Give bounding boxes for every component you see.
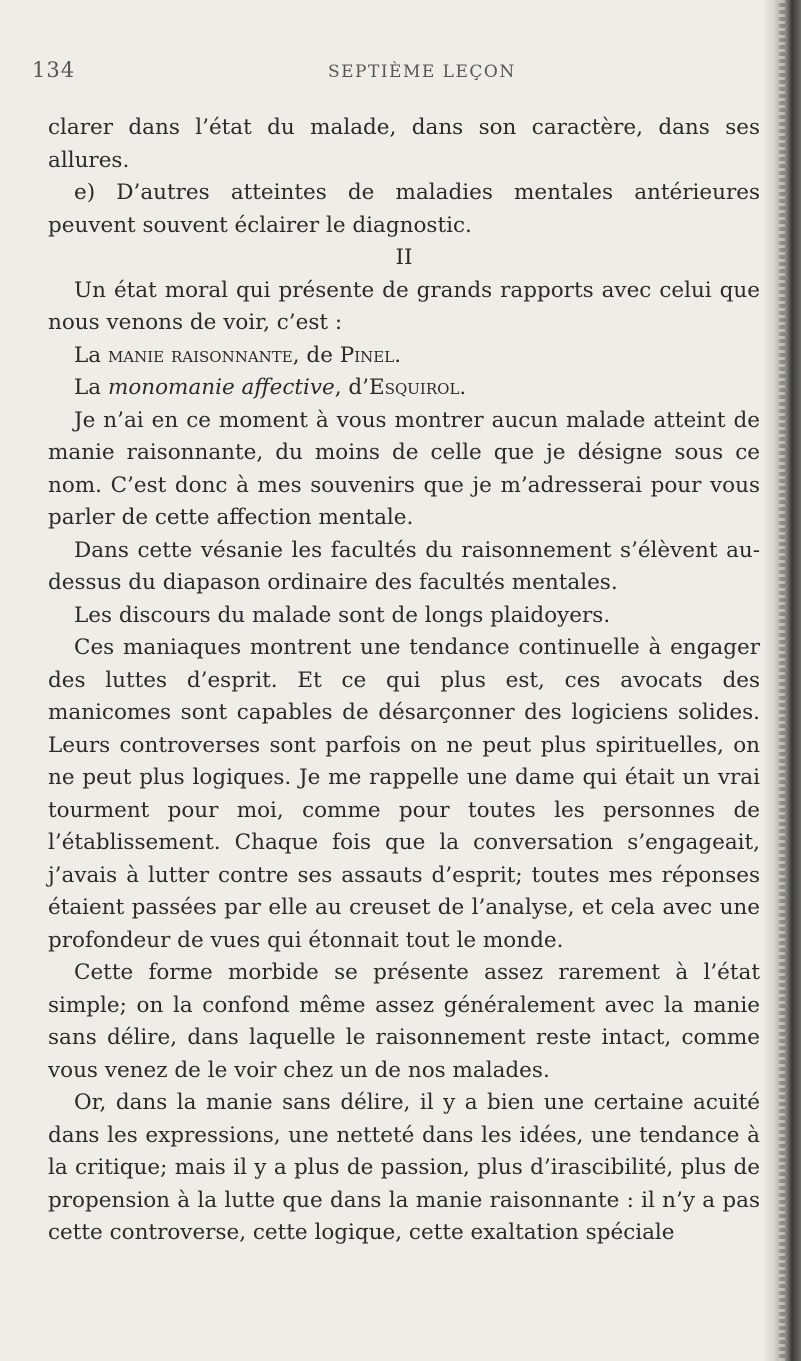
paragraph: Cette forme morbide se présente assez rarement à l’état simple; on la confond même assez généralement avec la manie sans délire, dans laquelle le raisonnement reste intact, comme vous venez de le voir chez un de nos malades.: [48, 960, 760, 1083]
paragraph: Les discours du malade sont de longs plaidoyers.: [74, 602, 611, 628]
body-text: [48, 112, 760, 1250]
list-item-pinel: La manie raisonnante, de Pinel.: [74, 342, 402, 368]
page-number: 134: [32, 58, 76, 82]
page-edge-shadow: [765, 0, 801, 1361]
paragraph-intro: Un état moral qui présente de grands rapports avec celui que nous venons de voir, c’est :: [48, 277, 760, 335]
paragraph: Je n’ai en ce moment à vous montrer aucun malade atteint de manie raisonnante, du moins de celle que je désigne sous ce nom. C’est donc à mes souvenirs que je m’adresserai pour vous parler de cette affection mentale.: [48, 407, 760, 530]
paragraph-item-e: e) D’autres atteintes de maladies mentales antérieures peuvent souvent éclairer le diagnostic.: [48, 180, 760, 238]
paragraph: Or, dans la manie sans délire, il y a bien une certaine acuité dans les expressions, une netteté dans les idées, une tendance à la critique; mais il y a plus de passion, plus d’irascibilité, plus de propension à la lutte que dans la manie raisonnante : il n’y a pas cette controverse, cette logique, cette exaltation spéciale: [48, 1090, 760, 1245]
paragraph-continuation: clarer dans l’état du malade, dans son caractère, dans ses allures.: [48, 115, 760, 173]
list-item-esquirol: La monomanie affective, d’Esquirol.: [74, 375, 467, 400]
running-title: SEPTIÈME LEÇON: [328, 62, 516, 82]
section-heading: II: [395, 245, 413, 270]
paragraph: Dans cette vésanie les facultés du raisonnement s’élèvent au-dessus du diapason ordinaire des facultés mentales.: [48, 537, 760, 595]
paragraph: Ces maniaques montrent une tendance continuelle à engager des luttes d’esprit. Et ce qui plus est, ces avocats des manicomes sont capables de désarçonner des logiciens solides. Leurs controverses sont parfois on ne peut plus spirituelles, on ne peut plus logiques. Je me rappelle une dame qui était un vrai tourment pour moi, comme pour toutes les personnes de l’établissement. Chaque fois que la conversation s’engageait, j’avais à lutter contre ses assauts d’esprit; toutes mes réponses étaient passées par elle au creuset de l’analyse, et cela avec une profondeur de vues qui étonnait tout le monde.: [48, 635, 760, 953]
